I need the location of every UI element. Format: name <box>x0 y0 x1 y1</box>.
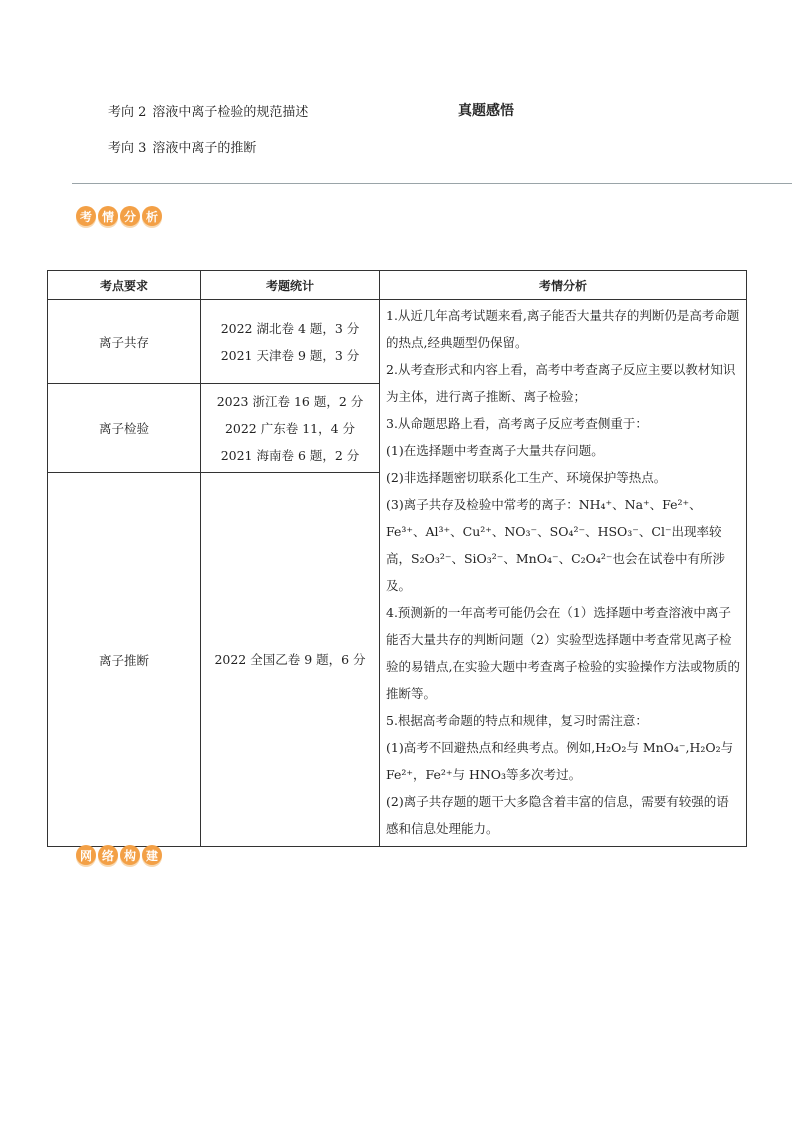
badge-char: 建 <box>142 845 162 865</box>
stats-cell <box>201 384 380 473</box>
analysis-para: (1)高考不回避热点和经典考点。例如,H₂O₂与 MnO₄⁻,H₂O₂与 Fe²⁺，Fe²⁺与 HNO₃等多次考过。 <box>386 740 734 782</box>
analysis-table <box>47 270 747 847</box>
analysis-para: 2.从考查形式和内容上看，高考中考查离子反应主要以教材知识为主体，进行离子推断、离子检验； <box>386 362 736 404</box>
analysis-para: 5.根据高考命题的特点和规律，复习时需注意： <box>386 713 648 728</box>
header-analysis: 考情分析 <box>380 271 747 300</box>
topic-label-3: 考向 3 <box>108 141 147 156</box>
stat-line: 2022 湖北卷 4 题，3 分 <box>220 320 360 336</box>
stats-cell <box>201 473 380 847</box>
badge-char: 络 <box>98 845 118 865</box>
section-title-zhenti: 真题感悟 <box>458 103 514 119</box>
analysis-para: 1.从近几年高考试题来看,离子能否大量共存的判断仍是高考命题的热点,经典题型仍保留。 <box>386 308 740 350</box>
topic-line-2 <box>108 101 308 120</box>
topic-cell: 离子检验 <box>48 384 201 473</box>
analysis-cell <box>380 300 747 847</box>
badge-network-build <box>76 845 162 865</box>
badge-char: 网 <box>76 845 96 865</box>
stat-line: 2021 海南卷 6 题，2 分 <box>220 447 360 463</box>
topic-cell: 离子共存 <box>48 300 201 384</box>
badge-char: 分 <box>120 206 140 226</box>
analysis-para: (3)离子共存及检验中常考的离子：NH₄⁺、Na⁺、Fe²⁺、Fe³⁺、Al³⁺、Cu²⁺、NO₃⁻、SO₄²⁻、HSO₃⁻、Cl⁻出现率较高，S₂O₃²⁻、SiO₃²⁻、MnO₄⁻、C₂O₄²⁻也会在试卷中有所涉及。 <box>386 497 726 593</box>
badge-char: 考 <box>76 206 96 226</box>
header-topic: 考点要求 <box>48 271 201 300</box>
analysis-para: (2)非选择题密切联系化工生产、环境保护等热点。 <box>386 470 667 485</box>
stat-line: 2023 浙江卷 16 题，2 分 <box>216 393 364 409</box>
badge-char: 情 <box>98 206 118 226</box>
badge-char: 构 <box>120 845 140 865</box>
badge-char: 析 <box>142 206 162 226</box>
analysis-para: (1)在选择题中考查离子大量共存问题。 <box>386 443 604 458</box>
topic-cell: 离子推断 <box>48 473 201 847</box>
stats-cell <box>201 300 380 384</box>
stat-line: 2021 天津卷 9 题，3 分 <box>220 347 360 363</box>
stat-line: 2022 广东卷 11，4 分 <box>224 420 356 436</box>
stat-line: 2022 全国乙卷 9 题，6 分 <box>214 652 366 668</box>
header-stats: 考题统计 <box>201 271 380 300</box>
topic-label-2: 考向 2 <box>108 105 147 120</box>
table-row <box>48 300 747 384</box>
analysis-para: 3.从命题思路上看，高考离子反应考查侧重于： <box>386 416 648 431</box>
topic-text-3: 溶液中离子的推断 <box>152 141 257 156</box>
analysis-para: 4.预测新的一年高考可能仍会在（1）选择题中考查溶液中离子能否大量共存的判断问题（2）实验型选择题中考查常见离子检验的易错点,在实验大题中考查离子检验的实验操作方法或物质的推断等。 <box>386 605 740 701</box>
topic-line-3 <box>108 137 256 156</box>
analysis-para: (2)离子共存题的题干大多隐含着丰富的信息，需要有较强的语感和信息处理能力。 <box>386 794 729 836</box>
topic-text-2: 溶液中离子检验的规范描述 <box>152 105 309 120</box>
divider <box>72 183 792 184</box>
badge-exam-analysis <box>76 206 162 226</box>
